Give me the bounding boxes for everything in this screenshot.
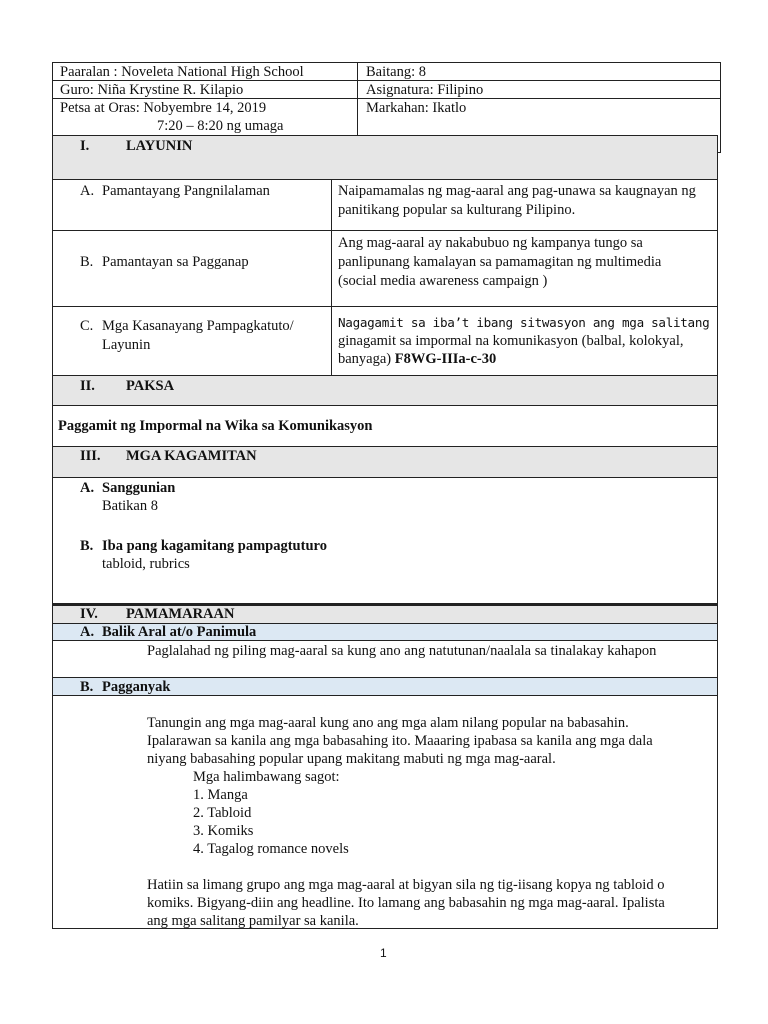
layunin-c-label: C. [80,318,94,334]
kagamitan-b-title: Iba pang kagamitang pampagtuturo [102,538,327,554]
example-item: 4. Tagalog romance novels [193,841,349,857]
subject-label: Asignatura: Filipino [366,82,484,98]
paksa-topic: Paggamit ng Impormal na Wika sa Komunikasyon [58,418,373,434]
layunin-number: I. [80,138,90,154]
kagamitan-title: MGA KAGAMITAN [126,448,257,464]
layunin-a-desc-2: panitikang popular sa kulturang Pilipino. [338,202,576,218]
kagamitan-b-label: B. [80,538,94,554]
kagamitan-a-label: A. [80,480,95,496]
pamamaraan-number: IV. [80,606,98,622]
pagganyak-p1-line-2: Ipalarawan sa kanila ang mga babasahing ito. Maaaring ipabasa sa kanila ang mga dala [147,733,653,749]
pagganyak-p1-line-1: Tanungin ang mga mag-aaral kung ano ang mga alam nilang popular na babasahin. [147,715,629,731]
layunin-b-desc-1: Ang mag-aaral ay nakabubuo ng kampanya tungo sa [338,235,643,251]
balik-aral-title: Balik Aral at/o Panimula [102,624,257,640]
layunin-b-desc-2: panlipunang kamalayan sa pamamagitan ng multimedia [338,254,662,270]
layunin-c-text-1: Mga Kasanayang Pampagkatuto/ [102,318,294,334]
balik-aral-label: A. [80,624,95,640]
teacher-label: Guro: Niña Krystine R. Kilapio [60,82,244,98]
layunin-a-label: A. [80,183,95,199]
example-item: 3. Komiks [193,823,254,839]
layunin-a-text: Pamantayang Pangnilalaman [102,183,270,199]
pagganyak-p2-line-1: Hatiin sa limang grupo ang mga mag-aaral at bigyan sila ng tig-iisang kopya ng tabloid o [147,877,665,893]
pamamaraan-title: PAMAMARAAN [126,606,235,622]
page-number: 1 [380,946,387,960]
kagamitan-a-title: Sanggunian [102,480,176,496]
example-item: 2. Tabloid [193,805,252,821]
pagganyak-p2-line-3: ang mga salitang pamilyar sa kanila. [147,913,359,929]
layunin-c-text-2: Layunin [102,337,151,353]
school-label: Paaralan : Noveleta National High School [60,64,304,80]
time-label: 7:20 – 8:20 ng umaga [157,118,284,134]
layunin-b-desc-3: (social media awareness campaign ) [338,273,548,289]
grade-label: Baitang: 8 [366,64,427,80]
examples-title: Mga halimbawang sagot: [193,769,340,785]
quarter-label: Markahan: Ikatlo [366,100,467,116]
paksa-number: II. [80,378,95,394]
kagamitan-b-value: tabloid, rubrics [102,556,190,572]
layunin-b-text: Pamantayan sa Pagganap [102,254,249,270]
kagamitan-number: III. [80,448,101,464]
date-label: Petsa at Oras: Nobyembre 14, 2019 [60,100,267,116]
pagganyak-label: B. [80,679,94,695]
kagamitan-a-value: Batikan 8 [102,498,158,514]
balik-aral-text: Paglalahad ng piling mag-aaral sa kung ano ang natutunan/naalala sa tinalakay kahapon [147,643,657,659]
example-item: 1. Manga [193,787,248,803]
pagganyak-p1-line-3: niyang babasahing popular upang makitang mabuti ng mga mag-aaral. [147,751,556,767]
layunin-c-desc-2: ginagamit sa impormal na komunikasyon (balbal, kolokyal, [338,333,684,349]
paksa-title: PAKSA [126,378,175,394]
layunin-c-desc-1: Nagagamit sa iba’t ibang sitwasyon ang mga salitang [338,315,710,330]
layunin-c-desc-3 [338,350,496,368]
competency-code: F8WG-IIIa-c-30 [394,351,497,367]
layunin-a-desc-1: Naipamamalas ng mag-aaral ang pag-unawa sa kaugnayan ng [338,183,696,199]
pagganyak-title: Pagganyak [102,679,171,695]
layunin-b-label: B. [80,254,94,270]
layunin-title: LAYUNIN [126,138,193,154]
layunin-c-desc-3-text: banyaga) [338,351,395,367]
pagganyak-p2-line-2: komiks. Bigyang-diin ang headline. Ito lamang ang babasahin ng mga mag-aaral. Ipalista [147,895,665,911]
